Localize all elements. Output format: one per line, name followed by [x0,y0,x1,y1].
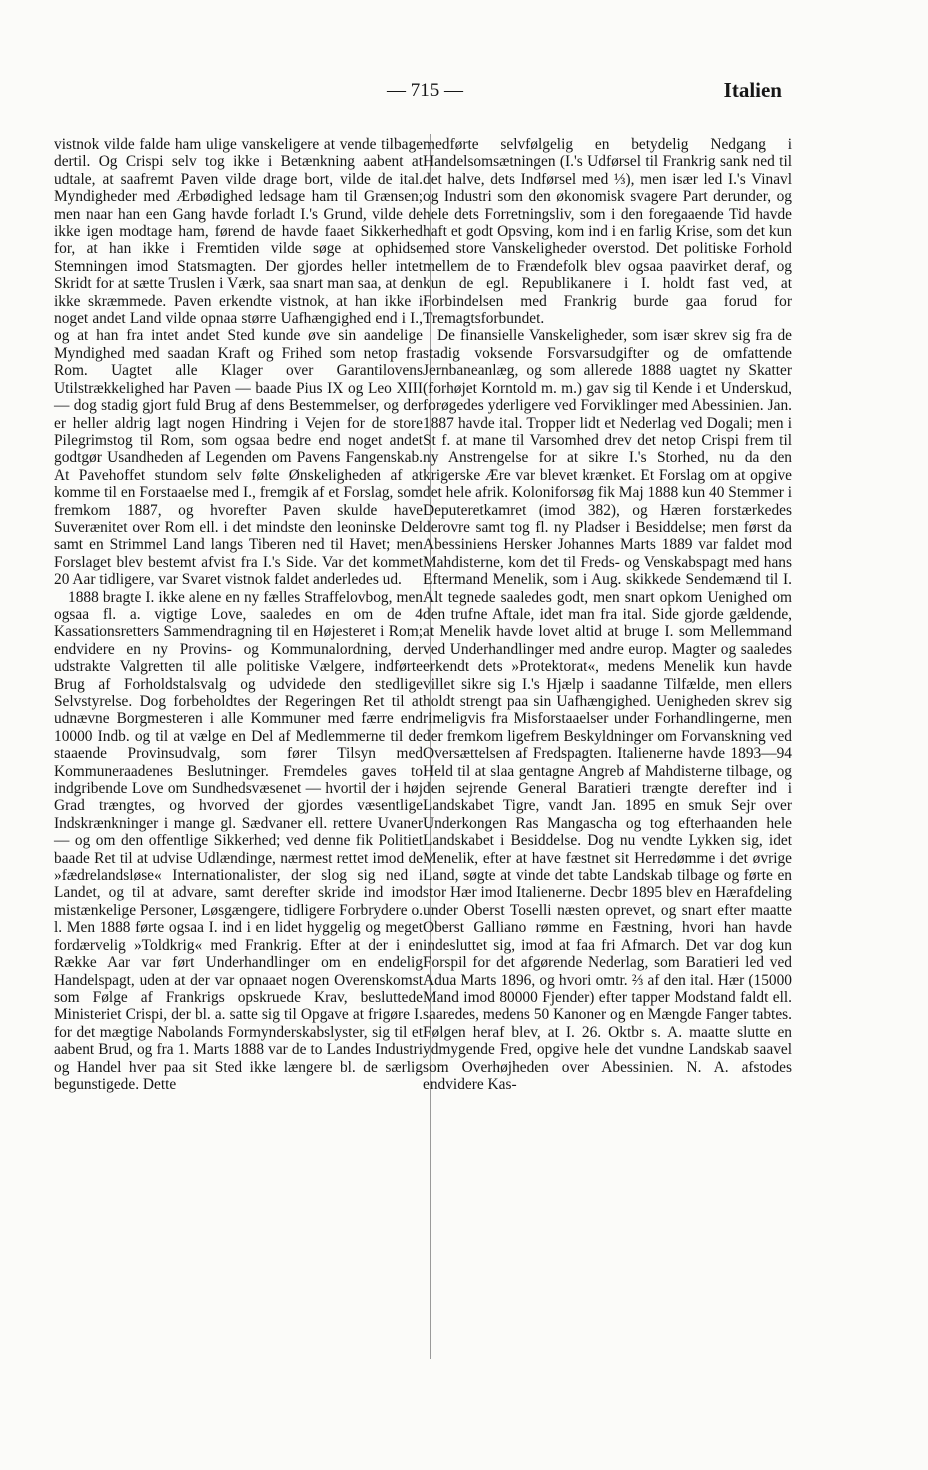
running-head: Italien [723,78,782,102]
left-column [54,136,423,1093]
paragraph: medførte selvfølgelig en betydelig Nedgang i Handelsomsætningen (I.'s Udførsel til Frankrig sank ned til det halve, dets Indførsel med ⅓), men især led I.'s Vinavl og Industri som den økonomisk svagere Part derunder, og hele dets Forretningsliv, som i den foregaaende Tid havde haft et godt Opsving, kom ind i en farlig Krise, som det kun med store Vanskeligheder overstod. Det politiske Forhold mellem de to Frændefolk blev ogsaa paavirket deraf, og kun de egl. Republikanere i I. holdt fast ved, at Forbindelsen med Frankrig burde gaa forud for Tremagtsforbundet. [423,136,792,328]
paragraph: vistnok vilde falde ham ulige vanskeligere at vende tilbage dertil. Og Crispi selv tog ikke i Betænkning aabent at udtale, at saafremt Paven vilde drage bort, vilde de ital. Myndigheder med Ærbødighed ledsage ham til Grænsen; men naar han een Gang havde forladt I.'s Grund, vilde de ikke igen modtage ham, førend de havde faaet Sikkerhed for, at han ikke i Fremtiden vilde søge at ophidse Stemningen imod Statsmagten. Der gjordes heller intet Skridt for at sætte Truslen i Værk, saa snart man saa, at den ikke skræmmede. Paven erkendte vistnok, at han ikke i noget andet Land vilde opnaa større Uafhængighed end i I., og at han fra intet andet Sted kunde øve sin aandelige Myndighed med saadan Kraft og Frihed som netop fra Rom. Uagtet alle Klager over Garantilovens Utilstrækkelighed har Paven — baade Pius IX og Leo XIII — dog stadig gjort fuld Brug af dens Bestemmelser, og der er heller aldrig lagt nogen Hindring i Vejen for de store Pilegrimstog til Rom, som ogsaa bedre end noget andet godtgør Usandheden af Legenden om Pavens Fangenskab. At Pavehoffet stundom selv følte Ønskeligheden af at komme til en Forstaaelse med I., fremgik af et Forslag, som fremkom 1887, og hvorefter Paven skulde have Suverænitet over Rom ell. i det mindste den leoninske Del samt en Strimmel Land langs Tiberen ned til Havet; men Forslaget blev bestemt afvist fra I.'s Side. Var det kommet 20 Aar tidligere, var Svaret vistnok faldet anderledes ud. [54,136,423,589]
right-column [423,136,792,1093]
paragraph: De finansielle Vanskeligheder, som især skrev sig fra de stadig voksende Forsvarsudgifter og de omfattende Jernbaneanlæg, og som allerede 1888 uagtet ny Skatter (forhøjet Korntold m. m.) gav sig til Kende i et Underskud, forøgedes yderligere ved Forviklinger med Abessinien. Jan. 1887 havde ital. Tropper lidt et Nederlag ved Dogali; men i St f. at mane til Varsomhed drev det netop Crispi frem til ny Anstrengelse for at sikre I.'s Storhed, nu da den krigerske Ære var blevet krænket. Et Forslag om at opgive det hele afrik. Koloniforsøg fik Maj 1888 kun 40 Stemmer i Deputeretkamret (imod 382), og Hæren forstærkedes derovre samt tog fl. ny Pladser i Besiddelse; men først da Abessiniens Hersker Johannes Marts 1889 var faldet mod Mahdisterne, kom det til Freds- og Venskabspagt med hans Eftermand Menelik, som i Aug. skikkede Sendemænd til I. Alt tegnede saaledes godt, men snart opkom Uenighed om den trufne Aftale, idet man fra ital. Side gjorde gældende, at Menelik havde lovet altid at bruge I. som Mellemmand ved Underhandlinger med andre europ. Magter og saaledes erkendt dets »Protektorat«, medens Menelik kun havde villet sikre sig I.'s Hjælp i saadanne Tilfælde, men ellers holdt strengt paa sin Uafhængighed. Uenigheden skrev sig rimeligvis fra Misforstaaelser under Forhandlingerne, men der fremkom ligefrem Beskyldninger om Forvanskning ved Oversættelsen af Fredspagten. Italienerne havde 1893—94 Held til at slaa gentagne Angreb af Mahdisterne tilbage, og den sejrende General Baratieri trængte derefter ind i Landskabet Tigre, vandt Jan. 1895 en smuk Sejr over Underkongen Ras Mangascha og tog efterhaanden hele Landskabet i Besiddelse. Dog nu vendte Lykken sig, idet Menelik, efter at have fæstnet sit Herredømme i det øvrige Land, søgte at vinde det tabte Landskab tilbage og førte en stor Hær imod Italienerne. Decbr 1895 blev en Hærafdeling under Oberst Toselli næsten oprevet, og snart efter maatte Oberst Galliano rømme en Fæstning, hvori han havde indesluttet sig, imod at faa fri Afmarch. Det var dog kun Forspil for det afgørende Nederlag, som Baratieri led ved Adua Marts 1896, og hvori omtr. ⅔ af den ital. Hær (15000 Mand imod 80000 Fjender) efter tapper Modstand faldt ell. saaredes, medens 50 Kanoner og en Mængde Fanger tabtes. Følgen heraf blev, at I. 26. Oktbr s. A. maatte slutte en ydmygende Fred, opgive hele det vundne Landskab saavel som Overhøjheden over Abessinien. N. A. afstodes endvidere Kas- [423,327,792,1093]
page-number: — 715 — [387,80,463,101]
paragraph: 1888 bragte I. ikke alene en ny fælles Straffelovbog, men ogsaa fl. a. vigtige Love, saaledes en om de 4 Kassationsretters Sammendragning til en Højesteret i Rom; endvidere en ny Provins- og Kommunalordning, der udstrakte Valgretten til alle politiske Vælgere, indførte Brug af Forholdstalsvalg og udvidede den stedlige Selvstyrelse. Dog forbeholdtes der Regeringen Ret til at udnævne Borgmesteren i alle Kommuner med færre end 10000 Indb. og til at vælge en Del af Medlemmerne til de staaende Provinsudvalg, som fører Tilsyn med Kommuneraadenes Beslutninger. Fremdeles gaves to indgribende Love om Sundhedsvæsenet — hvortil der i høj Grad trængtes, og hvorved der gjordes væsentlige Indskrænkninger i mange gl. Sædvaner ell. rettere Uvaner — og om den offentlige Sikkerhed; ved denne fik Politiet baade Ret til at udvise Udlændinge, nærmest rettet imod de »fædrelandsløse« Internationalister, der slog sig ned i Landet, og til at advare, samt derefter skride ind imod mistænkelige Personer, Løsgængere, tidligere Forbrydere o. l. Men 1888 førte ogsaa I. ind i en lidet hyggelig og meget fordærvelig »Toldkrig« med Frankrig. Efter at der i en Række Aar var ført Underhandlinger om en endelig Handelspagt, uden at der var opnaaet nogen Overenskomst som Følge af Frankrigs opskruede Krav, besluttede Ministeriet Crispi, der bl. a. satte sig til Opgave at frigøre I. for det mægtige Nabolands Formynderskabslyster, sig til et aabent Brud, og fra 1. Marts 1888 var de to Landes Industri og Handel hver paa sit Sted ikke længere bl. de særlig begunstigede. Dette [54,588,423,1093]
